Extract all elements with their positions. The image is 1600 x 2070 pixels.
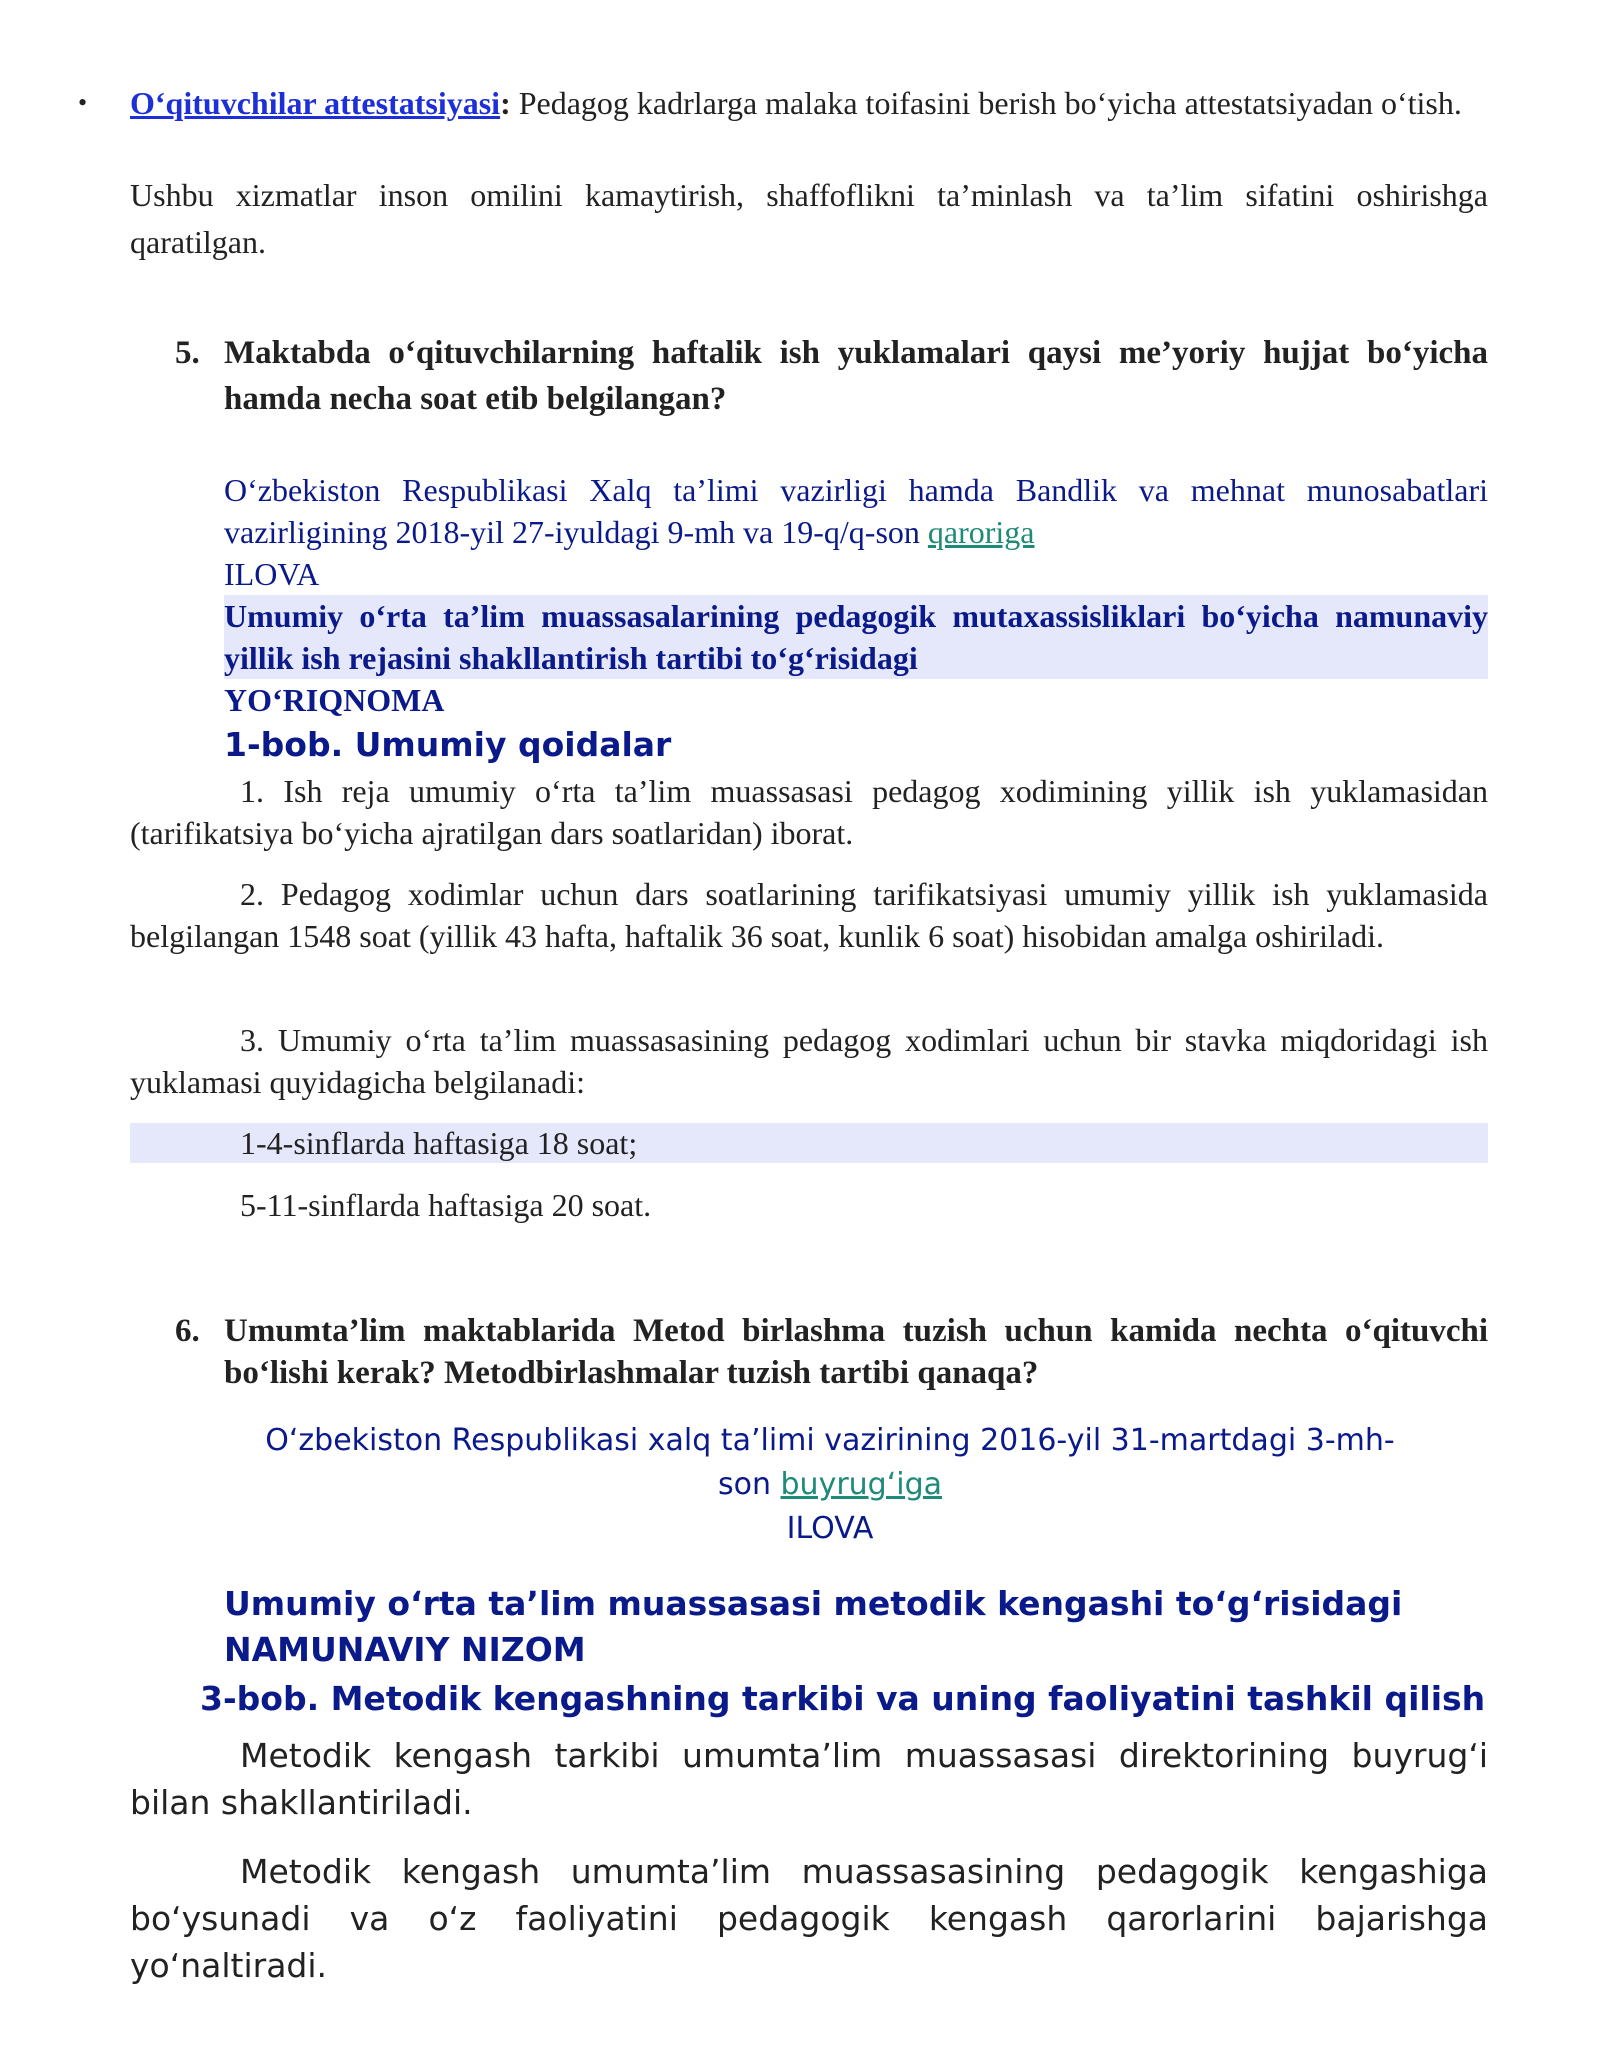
buyruqiga-link[interactable]: buyrug‘iga <box>780 1467 943 1502</box>
doc1-chapter-heading: 1-bob. Umumiy qoidalar <box>224 725 672 764</box>
doc1-ilova: ILOVA <box>224 556 320 592</box>
question-5-text: Maktabda o‘qituvchilarning haftalik ish yuklamalari qaysi me’yoriy hujjat bo‘yicha hamda necha soat etib belgilangan? <box>224 335 1488 417</box>
doc1-title: Umumiy o‘rta ta’lim muassasalarining pedagogik mutaxassisliklari bo‘yicha namunaviy yillik ish rejasini shakllantirish tartibi to‘g‘risidagi <box>224 598 1488 676</box>
doc2-chapter-heading: 3-bob. Metodik kengashning tarkibi va uning faoliyatini tashkil qilish <box>200 1679 1486 1718</box>
doc2-title-line-1: Umumiy o‘rta ta’lim muassasasi metodik kengashi to‘g‘risidagi <box>224 1584 1403 1623</box>
doc2-reference-son: son <box>717 1467 781 1502</box>
doc1-subtitle: YO‘RIQNOMA <box>224 682 445 718</box>
question-6-number: 6. <box>175 1313 200 1349</box>
question-5-number: 5. <box>175 335 200 371</box>
doc1-paragraph-1: 1. Ish reja umumiy o‘rta ta’lim muassasasi pedagog xodimining yillik ish yuklamasidan (tarifikatsiya bo‘yicha ajratilgan dars soatlaridan) iborat. <box>130 773 1488 851</box>
doc1-reference <box>224 469 1488 553</box>
doc2-title-line-2: NAMUNAVIY NIZOM <box>224 1630 586 1669</box>
doc2-paragraph-1: Metodik kengash tarkibi umumta’lim muassasasi direktorining buyrug‘i bilan shakllantiriladi. <box>130 1736 1488 1822</box>
doc2-paragraph-2: Metodik kengash umumta’lim muassasasining pedagogik kengashiga bo‘ysunadi va o‘z faoliyatini pedagogik kengash qarorlarini bajarishga yo‘naltiradi. <box>130 1852 1488 1985</box>
bullet-summary: Ushbu xizmatlar inson omilini kamaytirish, shaffoflikni ta’minlash va ta’lim sifatini oshirishga qaratilgan. <box>130 177 1488 260</box>
doc1-paragraph-3: 3. Umumiy o‘rta ta’lim muassasasining pedagog xodimlari uchun bir stavka miqdoridagi ish yuklamasi quyidagicha belgilanadi: <box>130 1022 1488 1100</box>
doc2-reference-line-2 <box>130 1463 1530 1507</box>
bullet-paragraph <box>130 80 1488 127</box>
doc2-reference-line-1: O‘zbekiston Respublikasi xalq ta’limi vazirining 2016-yil 31-martdagi 3-mh- <box>265 1423 1395 1458</box>
question-6-text: Umumta’lim maktablarida Metod birlashma tuzish uchun kamida nechta o‘qituvchi bo‘lishi kerak? Metodbirlashmalar tuzish tartibi qanaqa? <box>224 1313 1488 1391</box>
bullet-dot: • <box>78 88 88 117</box>
bullet-colon: : <box>500 85 511 121</box>
bullet-text: Pedagog kadrlarga malaka toifasini berish bo‘yicha attestatsiyadan o‘tish. <box>510 85 1462 121</box>
doc1-item-2: 5-11-sinflarda haftasiga 20 soat. <box>240 1187 652 1223</box>
doc2-ilova: ILOVA <box>786 1511 874 1546</box>
qaroriga-link[interactable]: qaroriga <box>927 514 1035 550</box>
attestation-link[interactable]: O‘qituvchilar attestatsiyasi <box>130 85 501 121</box>
doc1-reference-text: O‘zbekiston Respublikasi Xalq ta’limi vazirligi hamda Bandlik va mehnat munosabatlari vazirligining 2018-yil 27-iyuldagi 9-mh va 19-q/q-son <box>224 472 1488 550</box>
doc1-item-1: 1-4-sinflarda haftasiga 18 soat; <box>240 1125 638 1161</box>
doc1-paragraph-2: 2. Pedagog xodimlar uchun dars soatlarining tarifikatsiyasi umumiy yillik ish yuklamasida belgilangan 1548 soat (yillik 43 hafta, haftalik 36 soat, kunlik 6 soat) hisobidan amalga oshiriladi. <box>130 876 1488 954</box>
